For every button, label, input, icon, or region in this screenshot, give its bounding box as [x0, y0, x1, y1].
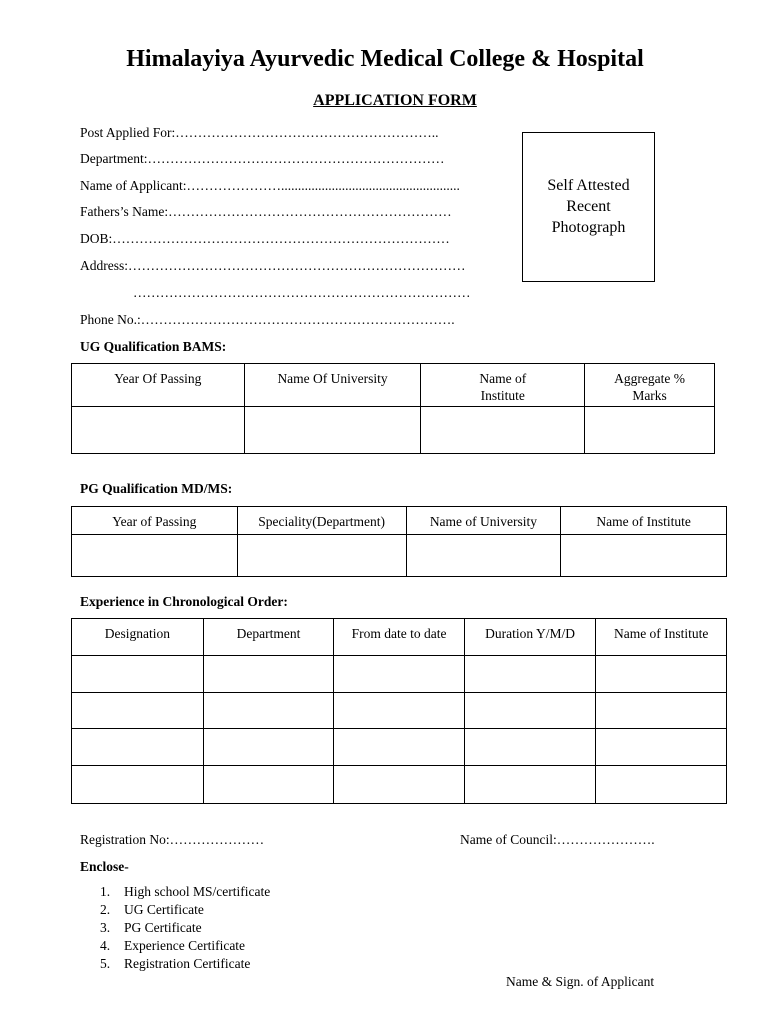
registration-field[interactable]: Registration No:…………………	[80, 832, 265, 847]
photo-label-line2: Recent	[566, 198, 611, 215]
table-cell[interactable]	[464, 693, 596, 729]
exp-col-designation: Designation	[72, 619, 204, 656]
dob-field[interactable]: DOB:…………………………………………………………………	[80, 231, 450, 246]
pg-col-speciality: Speciality(Department)	[237, 507, 406, 535]
pg-col-year: Year of Passing	[72, 507, 238, 535]
pg-table	[71, 506, 727, 577]
form-subtitle: APPLICATION FORM	[313, 92, 477, 109]
exp-col-dates: From date to date	[334, 619, 464, 656]
pg-col-institute: Name of Institute	[561, 507, 727, 535]
photo-label-line1: Self Attested	[547, 177, 630, 194]
signature-label: Name & Sign. of Applicant	[506, 974, 655, 989]
table-cell[interactable]	[464, 729, 596, 766]
table-cell[interactable]	[596, 693, 727, 729]
photo-label-line3: Photograph	[551, 219, 626, 236]
table-row	[72, 729, 727, 766]
ug-col-marks: Aggregate % Marks	[585, 364, 715, 407]
phone-field[interactable]: Phone No.:…………………………………………………………….	[80, 312, 455, 327]
ug-table	[71, 363, 715, 454]
list-item: 2. UG Certificate	[100, 902, 204, 917]
table-cell[interactable]	[596, 766, 727, 804]
enclose-heading: Enclose-	[80, 859, 129, 874]
experience-table	[71, 618, 727, 804]
father-name-field[interactable]: Fathers’s Name:………………………………………………………	[80, 204, 452, 219]
ug-col-year: Year Of Passing	[72, 364, 245, 407]
address-field-line2[interactable]: …………………………………………………………………	[133, 285, 471, 300]
ug-heading: UG Qualification BAMS:	[80, 339, 227, 354]
table-cell[interactable]	[334, 656, 464, 693]
table-row	[72, 407, 715, 454]
table-row	[72, 535, 727, 577]
table-cell[interactable]	[596, 729, 727, 766]
department-field[interactable]: Department:…………………………………………………………	[80, 151, 445, 166]
exp-col-duration: Duration Y/M/D	[464, 619, 596, 656]
table-cell[interactable]	[464, 766, 596, 804]
table-cell[interactable]	[203, 693, 334, 729]
table-cell[interactable]	[72, 535, 238, 577]
ug-col-university: Name Of University	[244, 364, 421, 407]
council-field[interactable]: Name of Council:………………….	[460, 832, 655, 847]
table-cell[interactable]	[244, 407, 421, 454]
table-cell[interactable]	[334, 729, 464, 766]
page-title: Himalayiya Ayurvedic Medical College & Hospital	[126, 46, 644, 72]
table-cell[interactable]	[421, 407, 585, 454]
list-item: 5. Registration Certificate	[100, 956, 251, 971]
table-row	[72, 766, 727, 804]
table-cell[interactable]	[72, 656, 204, 693]
exp-col-institute: Name of Institute	[596, 619, 727, 656]
table-cell[interactable]	[596, 656, 727, 693]
table-cell[interactable]	[72, 407, 245, 454]
applicant-name-field[interactable]: Name of Applicant:………………….....................................................	[80, 178, 460, 193]
table-cell[interactable]	[464, 656, 596, 693]
enclosure-list	[100, 883, 270, 973]
list-item: 3. PG Certificate	[100, 920, 202, 935]
post-applied-field[interactable]: Post Applied For:…………………………………………………..	[80, 125, 439, 140]
address-field[interactable]: Address:…………………………………………………………………	[80, 258, 466, 273]
list-item: 1. High school MS/certificate	[100, 884, 271, 899]
ug-col-institute: Name of Institute	[421, 364, 585, 407]
photograph-box	[522, 132, 655, 282]
table-cell[interactable]	[203, 656, 334, 693]
table-cell[interactable]	[203, 729, 334, 766]
table-cell[interactable]	[561, 535, 727, 577]
table-cell[interactable]	[203, 766, 334, 804]
experience-heading: Experience in Chronological Order:	[80, 594, 288, 609]
table-cell[interactable]	[585, 407, 715, 454]
pg-heading: PG Qualification MD/MS:	[80, 481, 233, 496]
list-item: 4. Experience Certificate	[100, 938, 246, 953]
table-cell[interactable]	[334, 693, 464, 729]
table-cell[interactable]	[237, 535, 406, 577]
table-row	[72, 693, 727, 729]
table-cell[interactable]	[334, 766, 464, 804]
table-cell[interactable]	[406, 535, 561, 577]
exp-col-department: Department	[203, 619, 334, 656]
table-row	[72, 656, 727, 693]
table-cell[interactable]	[72, 729, 204, 766]
table-cell[interactable]	[72, 766, 204, 804]
table-cell[interactable]	[72, 693, 204, 729]
pg-col-university: Name of University	[406, 507, 561, 535]
